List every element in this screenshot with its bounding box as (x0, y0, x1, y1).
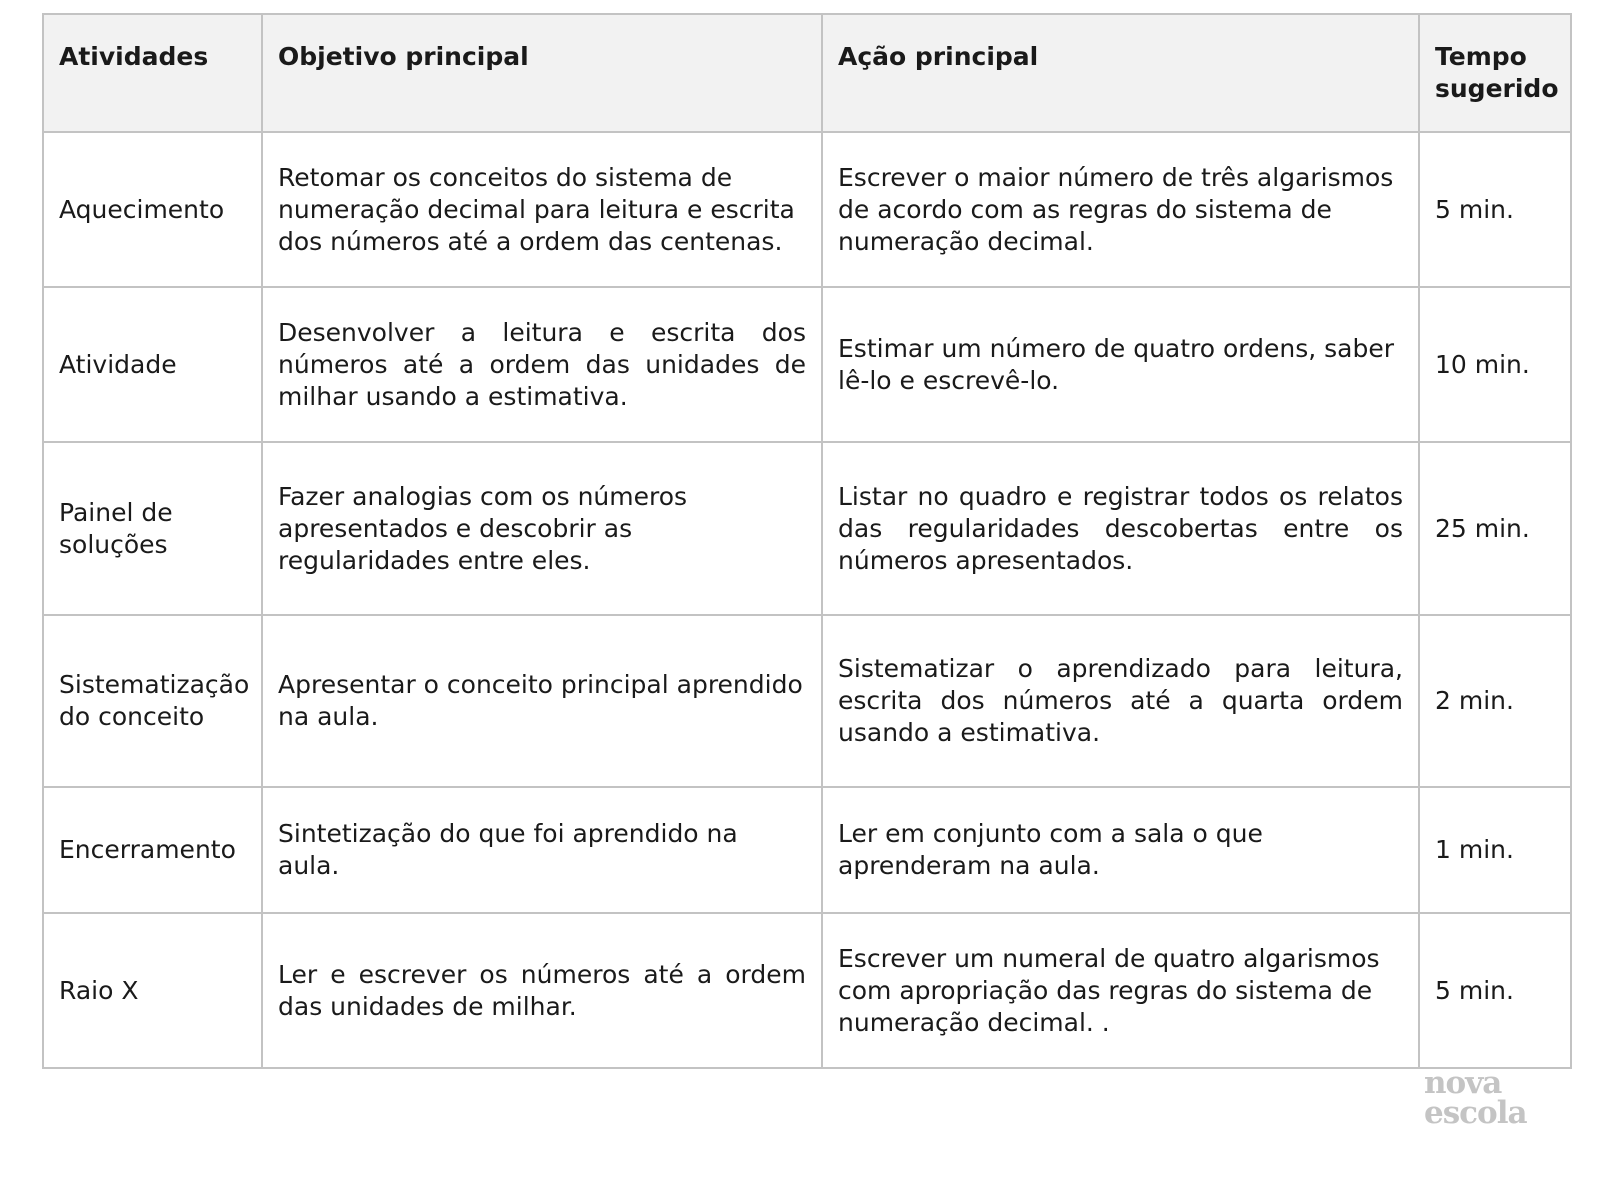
table-row (43, 287, 1571, 442)
cell-tempo: 5 min. (1419, 913, 1571, 1068)
cell-objetivo: Desenvolver a leitura e escrita dos números até a ordem das unidades de milhar usando a estimativa. (262, 287, 822, 442)
header-tempo-sugerido: Tempo sugerido (1419, 14, 1571, 132)
table-header-row (43, 14, 1571, 132)
cell-atividade: Painel de soluções (43, 442, 262, 615)
cell-atividade: Aquecimento (43, 132, 262, 287)
table-row (43, 442, 1571, 615)
cell-atividade: Atividade (43, 287, 262, 442)
cell-acao: Escrever um numeral de quatro algarismos com apropriação das regras do sistema de numeração decimal. . (822, 913, 1419, 1068)
cell-acao: Sistematizar o aprendizado para leitura, escrita dos números até a quarta ordem usando a estimativa. (822, 615, 1419, 787)
cell-tempo: 25 min. (1419, 442, 1571, 615)
cell-acao: Estimar um número de quatro ordens, saber lê-lo e escrevê-lo. (822, 287, 1419, 442)
cell-acao: Escrever o maior número de três algarismos de acordo com as regras do sistema de numeração decimal. (822, 132, 1419, 287)
table-row (43, 615, 1571, 787)
header-atividades: Atividades (43, 14, 262, 132)
lesson-plan-table (42, 13, 1572, 1069)
logo-line-escola: escola (1424, 1095, 1527, 1131)
table-row (43, 132, 1571, 287)
cell-atividade: Sistematização do conceito (43, 615, 262, 787)
cell-objetivo: Sintetização do que foi aprendido na aula. (262, 787, 822, 913)
nova-escola-logo (1424, 1065, 1544, 1131)
logo-line-nova: nova (1424, 1065, 1502, 1101)
cell-objetivo: Fazer analogias com os números apresentados e descobrir as regularidades entre eles. (262, 442, 822, 615)
cell-acao: Listar no quadro e registrar todos os relatos das regularidades descobertas entre os números apresentados. (822, 442, 1419, 615)
cell-atividade: Raio X (43, 913, 262, 1068)
cell-objetivo: Apresentar o conceito principal aprendido na aula. (262, 615, 822, 787)
cell-objetivo: Retomar os conceitos do sistema de numeração decimal para leitura e escrita dos números até a ordem das centenas. (262, 132, 822, 287)
cell-atividade: Encerramento (43, 787, 262, 913)
cell-tempo: 5 min. (1419, 132, 1571, 287)
cell-objetivo: Ler e escrever os números até a ordem das unidades de milhar. (262, 913, 822, 1068)
cell-acao: Ler em conjunto com a sala o que aprenderam na aula. (822, 787, 1419, 913)
table-row (43, 913, 1571, 1068)
table-row (43, 787, 1571, 913)
header-acao-principal: Ação principal (822, 14, 1419, 132)
cell-tempo: 2 min. (1419, 615, 1571, 787)
header-objetivo-principal: Objetivo principal (262, 14, 822, 132)
cell-tempo: 10 min. (1419, 287, 1571, 442)
cell-tempo: 1 min. (1419, 787, 1571, 913)
